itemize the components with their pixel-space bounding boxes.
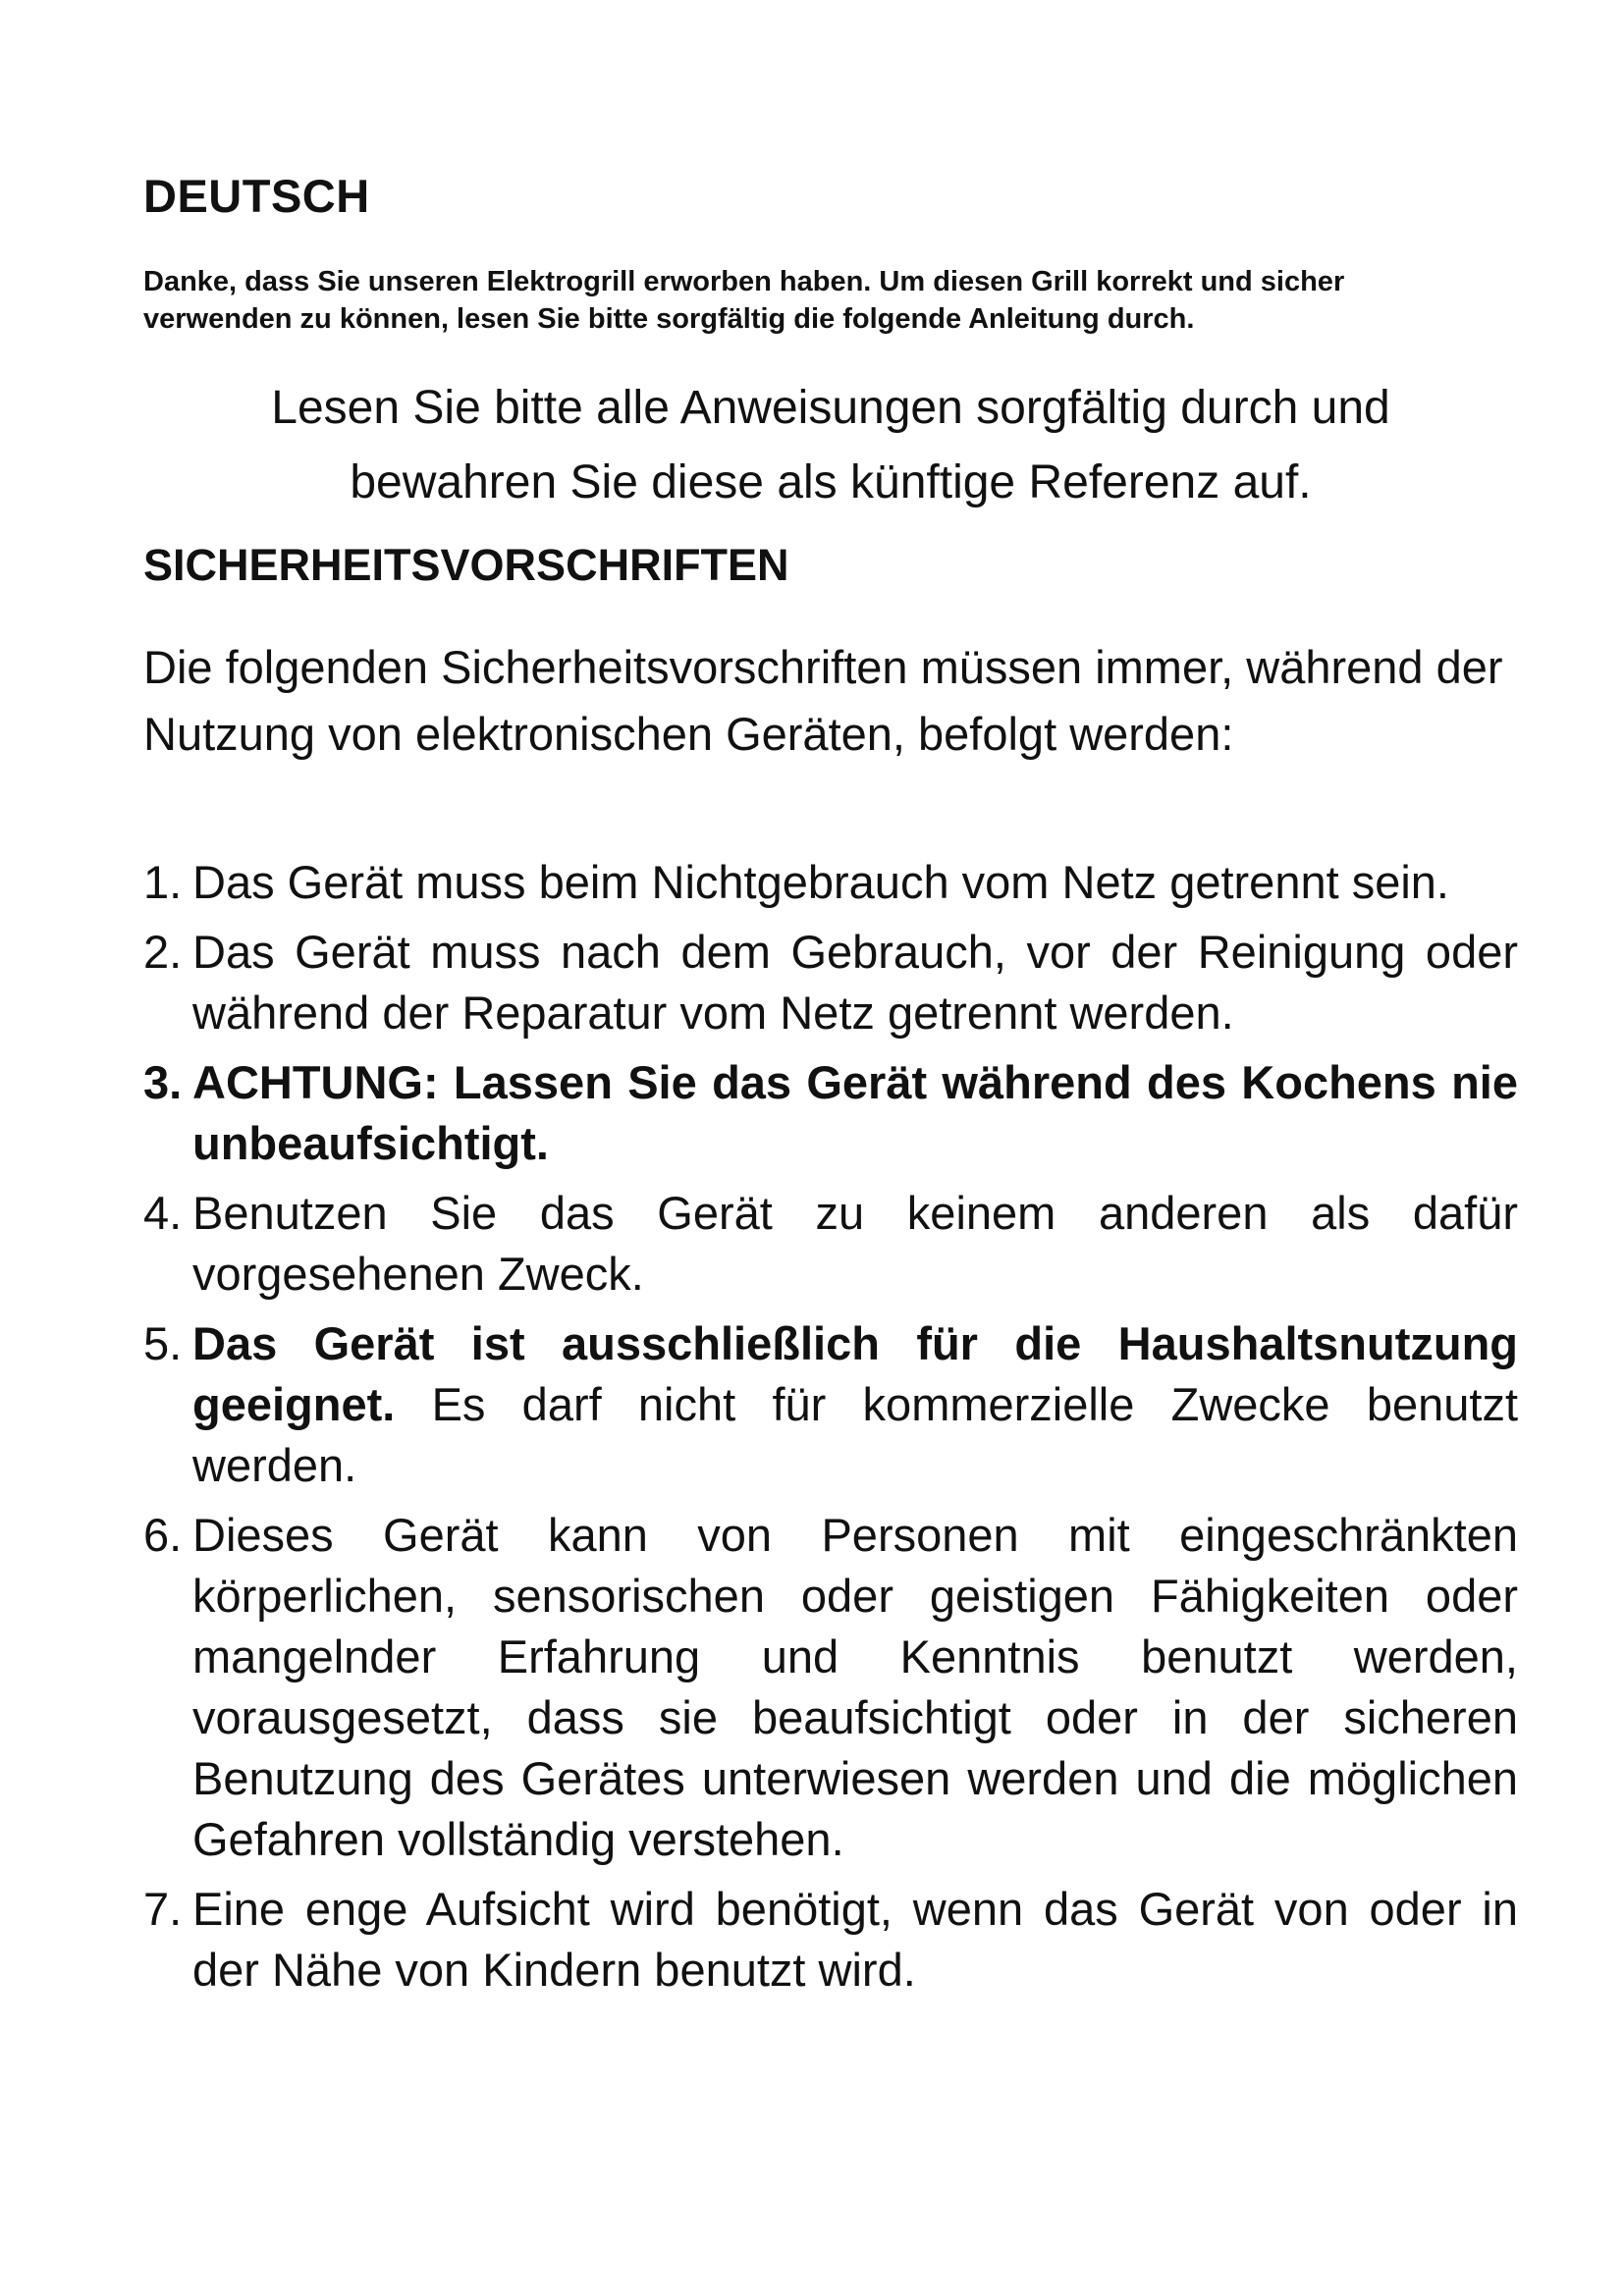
- rule-number: 4.: [143, 1187, 183, 1239]
- rule-number: 6.: [143, 1509, 183, 1561]
- language-heading: DEUTSCH: [143, 170, 370, 222]
- thanks-paragraph: Danke, dass Sie unseren Elektrogrill erworben haben. Um diesen Grill korrekt und sicher verwenden zu können, lesen Sie bitte sorgfältig die folgende Anleitung durch.: [143, 266, 1345, 335]
- rule-number: 7.: [143, 1883, 183, 1935]
- safety-rule-5: [143, 1313, 1518, 1496]
- section-heading: SICHERHEITSVORSCHRIFTEN: [143, 540, 789, 590]
- safety-rule-3: [143, 1052, 1518, 1174]
- safety-rule-4: [143, 1183, 1518, 1305]
- safety-rule-1: [143, 852, 1518, 913]
- rule-text: Benutzen Sie das Gerät zu keinem anderen als dafür vorgesehenen Zweck.: [192, 1187, 1518, 1300]
- instructions-line-1: Lesen Sie bitte alle Anweisungen sorgfältig durch und: [271, 382, 1390, 434]
- safety-rule-6: [143, 1505, 1518, 1870]
- rule-text: Es darf nicht für kommerzielle Zwecke benutzt werden.: [192, 1378, 1518, 1491]
- instructions-note: [143, 371, 1518, 520]
- safety-rule-2: [143, 922, 1518, 1043]
- intro-paragraph: Die folgenden Sicherheitsvorschriften müssen immer, während der Nutzung von elektronischen Geräten, befolgt werden:: [143, 641, 1503, 760]
- rule-text: Das Gerät muss beim Nichtgebrauch vom Netz getrennt sein.: [192, 856, 1449, 908]
- rule-warning-text: ACHTUNG: Lassen Sie das Gerät während des Kochens nie unbeaufsichtigt.: [192, 1056, 1518, 1169]
- safety-rule-7: [143, 1879, 1518, 2001]
- rule-number: 2.: [143, 926, 183, 978]
- rule-number: 5.: [143, 1317, 183, 1369]
- rule-text: Dieses Gerät kann von Personen mit eingeschränkten körperlichen, sensorischen oder geistigen Fähigkeiten oder mangelnder Erfahrung und Kenntnis benutzt werden, vorausgesetzt, dass sie beaufsichtigt oder in der sicheren Benutzung des Gerätes unterwiesen werden und die möglichen Gefahren vollständig verstehen.: [192, 1509, 1518, 1865]
- instructions-line-2: bewahren Sie diese als künftige Referenz auf.: [350, 456, 1312, 508]
- rule-number: 1.: [143, 856, 183, 908]
- rule-text: Eine enge Aufsicht wird benötigt, wenn das Gerät von oder in der Nähe von Kindern benutzt wird.: [192, 1883, 1518, 1996]
- rule-number: 3.: [143, 1056, 183, 1108]
- rule-bold-lead: Das Gerät ist ausschließlich für die Haushaltsnutzung geeignet.: [192, 1317, 1518, 1430]
- rule-text: Das Gerät muss nach dem Gebrauch, vor der Reinigung oder während der Reparatur vom Netz getrennt werden.: [192, 926, 1518, 1039]
- safety-rules-list: [143, 852, 1518, 2009]
